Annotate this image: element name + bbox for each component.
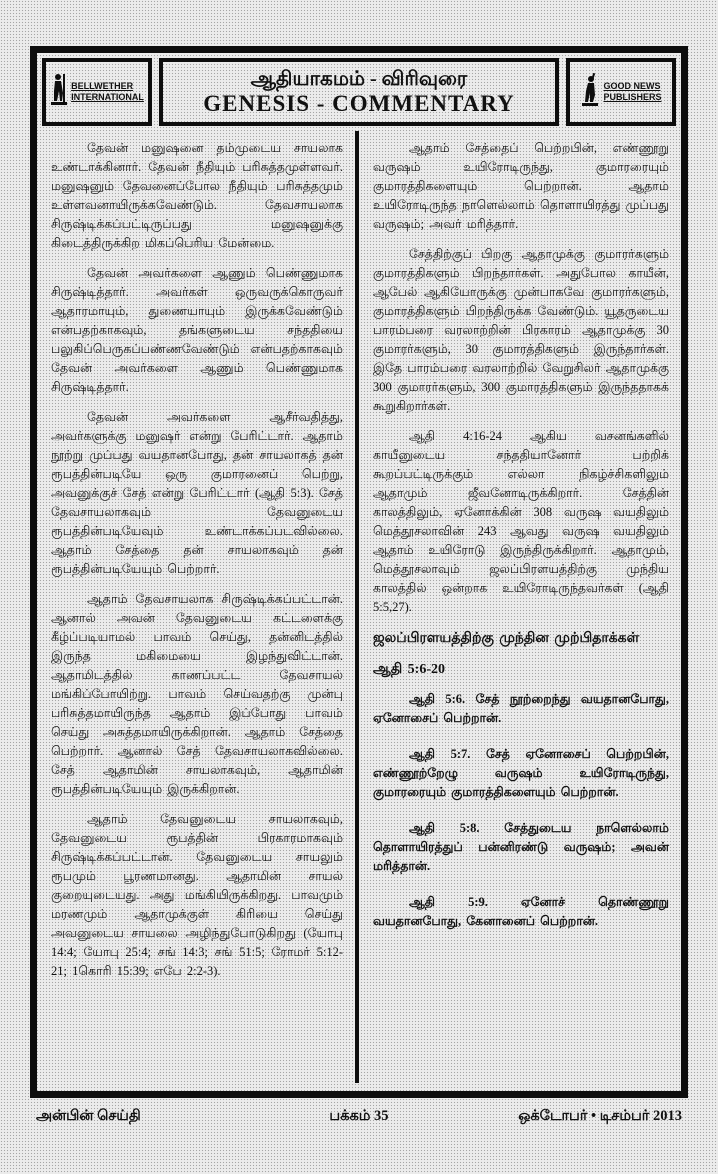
good-news-logo-text bbox=[603, 81, 661, 103]
page-header bbox=[37, 53, 681, 131]
commentary-paragraph: தேவன் அவர்களை ஆணும் பெண்ணுமாக சிருஷ்டித்தார். அவர்கள் ஒருவருக்கொருவர் ஆதாரமாயும், துணையாயும் இருக்கவேண்டும் என்பதற்காகவும், தங்களுடைய சந்ததியை பலுகிப்பெருகப்பண்ணவேண்டும் என்பதற்காகவும் தேவன் அவர்களை ஆணும் பெண்ணுமாக சிருஷ்டித்தார். bbox=[51, 266, 343, 394]
commentary-paragraph: ஆதாம் தேவசாயலாக சிருஷ்டிக்கப்பட்டான். ஆனால் அவன் தேவனுடைய கட்டளைக்கு கீழ்ப்படியாமல் பாவம் செய்து, தன்னிடத்தில் இருந்த மகிமையை இழந்துவிட்டான். ஆதாமிடத்தில் காணப்பட்ட தேவசாயல் மங்கிப்போயிற்று. பாவம் செய்வதற்கு முன்பு பரிசுத்தமாயிருந்த ஆதாம் இப்போது பாவம் செய்து அசுத்தமாயிருக்கிறான். ஆதாம் சேத்தை பெற்றார். ஆனால் சேத் தேவசாயலாகவில்லை. சேத் ஆதாமின் சாயலாகவும், ஆதாமின் ரூபத்தின்படியேயும் இருக்கிறான். bbox=[51, 592, 343, 796]
trumpeter-figure-icon bbox=[580, 73, 600, 112]
commentary-paragraph: தேவன் அவர்களை ஆசீர்வதித்து, அவர்களுக்கு மனுஷர் என்று பேரிட்டார். ஆதாம் நூற்று முப்பது வயதானபோது, தன் சாயலாகத் தன் ரூபத்தின்படியே ஒரு குமாரனைப் பெற்று, அவனுக்குச் சேத் என்று பேரிட்டார் (ஆதி 5:3). சேத் தேவசாயலாகவும் தேவனுடைய ரூபத்தின்படியேவும் உண்டாக்கப்படவில்லை. ஆதாம் சேத்தை தன் சாயலாகவும் தன் ரூபத்தின்படியேயும் பெற்றார். bbox=[51, 410, 343, 576]
page-frame bbox=[30, 46, 688, 1098]
verse-text: ஆதி 5:8. சேத்துடைய நாளெல்லாம் தொளாயிரத்துப் பன்னிரண்டு வருஷம்; அவன் மரித்தான். bbox=[373, 821, 669, 873]
bellwether-logo-line1: BELLWETHER bbox=[71, 81, 134, 91]
section-heading: ஜலப்பிரளயத்திற்கு முந்தின முற்பிதாக்கள் bbox=[373, 631, 640, 646]
commentary-paragraph: சேத்திற்குப் பிறகு ஆதாமுக்கு குமாரர்களும் குமாரத்திகளும் பிறந்தார்கள். அதுபோல காயீன், ஆபேல் ஆகியோருக்கு முன்பாகவே குமாரர்களும், குமாரத்திகளும் பிறந்திருக்க வேண்டும். யூதருடைய பாரம்பரை வரலாற்றின் பிரகாரம் ஆதாமுக்கு 30 குமாரர்களும், 30 குமாரத்திகளும் இருந்தார்கள். இதே பாரம்பரை வரலாற்றில் வேறுசிலர் ஆதாமுக்கு 300 குமாரர்களும், 300 குமாரத்திகளும் இருந்ததாகக் கூறுகிறார்கள். bbox=[373, 247, 669, 413]
bellwether-logo-text bbox=[71, 81, 144, 103]
verse-text: ஆதி 5:7. சேத் ஏனோசைப் பெற்றபின், எண்ணூற்றேழு வருஷம் உயிரோடிருந்து, குமாரரையும் குமாரத்திகளையும் பெற்றான். bbox=[373, 747, 669, 799]
bellwether-logo bbox=[42, 58, 152, 126]
commentary-body bbox=[37, 131, 681, 1083]
bellwether-logo-line2: INTERNATIONAL bbox=[71, 92, 144, 102]
verse-text: ஆதி 5:6. சேத் நூற்றைந்து வயதானபோது, ஏனோசைப் பெற்றான். bbox=[373, 692, 669, 725]
good-news-logo-line2: PUBLISHERS bbox=[603, 92, 662, 102]
commentary-paragraph: ஆதாம் சேத்தைப் பெற்றபின், எண்ணூறு வருஷம் உயிரோடிருந்து, குமாரரையும் குமாரத்திகளையும் பெற்றான். ஆதாம் உயிரோடிருந்த நாளெல்லாம் தொளாயிரத்து முப்பது வருஷம்; அவர் மரித்தார். bbox=[373, 141, 669, 231]
masthead bbox=[159, 58, 559, 126]
commentary-paragraph: ஆதி 4:16-24 ஆகிய வசனங்களில் காயீனுடைய சந்ததியானோர் பற்றிக் கூறப்பட்டிருக்கும் எல்லா நிகழ்ச்சிகளிலும் ஆதாமும் ஜீவனோடிருக்கிறார். சேத்தின் காலத்திலும், ஏனோக்கின் 308 வருஷ வயதிலும் மெத்தூசலாவின் 243 ஆவது வருஷ வயதிலும் ஆதாம் உயிரோடு இருந்திருக்கிறார். ஆதாமும், மெத்தூசலாவும் ஜலப்பிரளயத்திற்கு முந்திய காலத்தில் ஒன்றாக உயிரோடிருந்தவர்கள் (ஆதி 5:5,27). bbox=[373, 429, 669, 614]
title-english: GENESIS - COMMENTARY bbox=[203, 91, 515, 116]
title-tamil: ஆதியாகமம் - விரிவுரை bbox=[250, 68, 468, 90]
page-number: பக்கம் 35 bbox=[329, 1108, 389, 1124]
left-column bbox=[37, 131, 359, 1083]
good-news-logo-line1: GOOD NEWS bbox=[603, 81, 661, 91]
issue-date: ஒக்டோபர் • டிசம்பர் 2013 bbox=[518, 1108, 682, 1124]
verse-text: ஆதி 5:9. ஏனோச் தொண்ணூறு வயதானபோது, கேனானைப் பெற்றான். bbox=[373, 895, 669, 928]
shepherd-figure-icon bbox=[50, 73, 68, 112]
page-footer bbox=[36, 1108, 682, 1126]
magazine-name: அன்பின் செய்தி bbox=[36, 1108, 141, 1124]
good-news-logo bbox=[566, 58, 676, 126]
commentary-paragraph: ஆதாம் தேவனுடைய சாயலாகவும், தேவனுடைய ரூபத்தின் பிரகாரமாகவும் சிருஷ்டிக்கப்பட்டான். தேவனுடைய சாயலும் ரூபமும் பூரணமானது. ஆதாமின் சாயல் குறையுடையது. அது மங்கியிருக்கிறது. பாவமும் மரணமும் ஆதாமுக்குள் கிரியை செய்து அவனுடைய சாயலை அழிந்துபோடுகிறது (யோபு 14:4; யோபு 25:4; சங் 14:3; சங் 51:5; ரோமர் 5:12-21; 1கொரி 15:39; எபே 2:2-3). bbox=[51, 812, 343, 978]
right-column bbox=[359, 131, 681, 1083]
commentary-paragraph: தேவன் மனுஷனை தம்முடைய சாயலாக உண்டாக்கினார். தேவன் நீதியும் பரிசுத்தமுள்ளவர். மனுஷனும் தேவனைப்போல நீதியும் பரிசுத்தமும் உள்ளவனாயிருக்கவேண்டும். தேவசாயலாக சிருஷ்டிக்கப்பட்டிருப்பது மனுஷனுக்கு கிடைத்திருக்கிற மிகப்பெரிய மேன்மை. bbox=[51, 141, 343, 250]
section-reference: ஆதி 5:6-20 bbox=[373, 662, 445, 677]
